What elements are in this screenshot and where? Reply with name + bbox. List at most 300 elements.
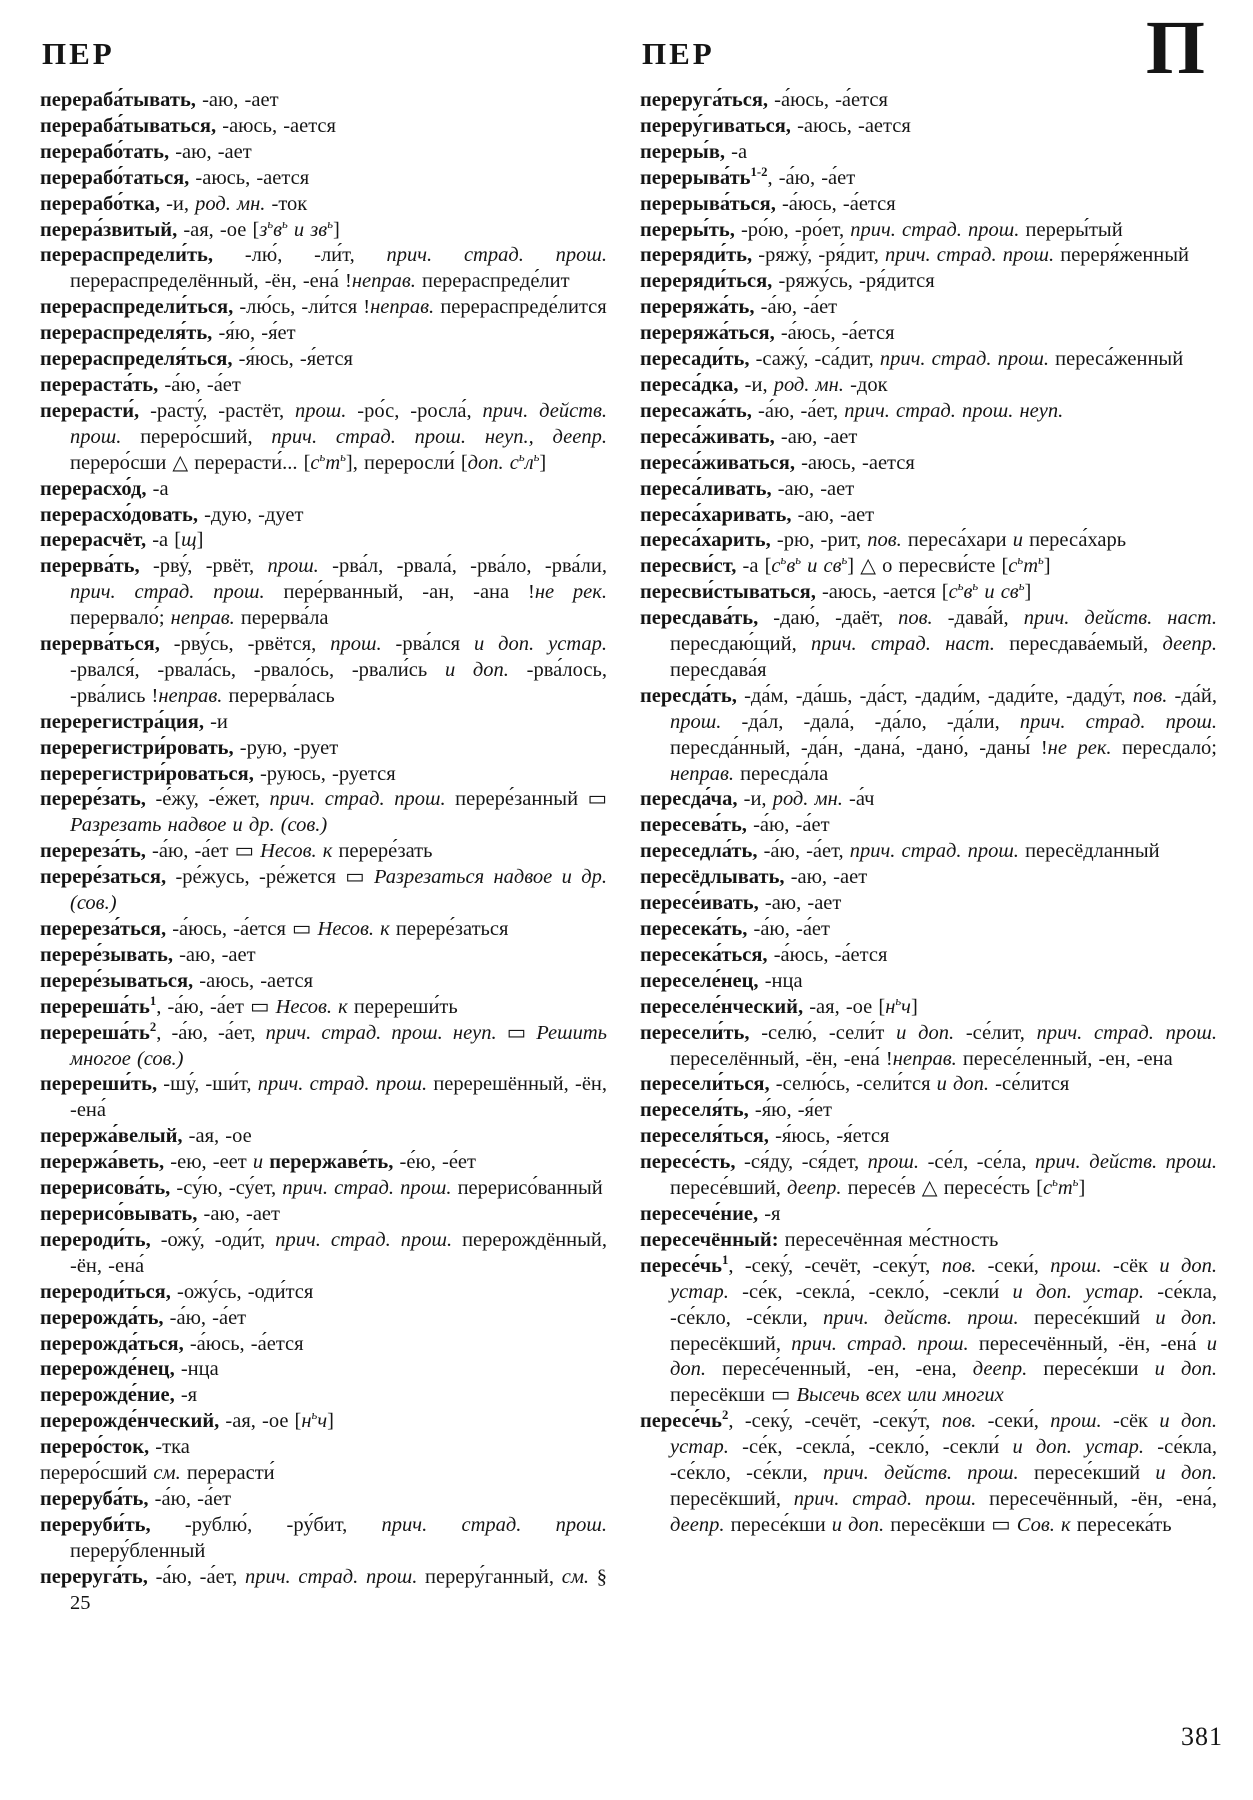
dictionary-entry — [640, 1124, 1217, 1150]
headword: перероди́ться, — [40, 1280, 171, 1303]
headword: перере́заться, — [40, 866, 167, 889]
entry-text: ь — [841, 553, 848, 568]
entry-text: -рву́сь, -рвётся, — [159, 633, 331, 656]
dictionary-entry — [640, 528, 1217, 554]
entry-text: пересе́кши — [724, 1513, 832, 1536]
entry-text: н — [885, 995, 896, 1018]
entry-text: неправ. — [158, 684, 223, 707]
entry-text: и доп. — [936, 1073, 990, 1096]
entry-text: род. мн. — [773, 373, 844, 396]
entry-text: -ток — [265, 192, 308, 215]
entry-text: -аю, -ает — [172, 943, 256, 966]
headword: перераспредели́ться, — [40, 296, 234, 319]
headword: пересажа́ть, — [640, 399, 752, 422]
entry-text: ь — [518, 449, 525, 464]
dictionary-entry — [40, 787, 607, 839]
headword: переса́живать, — [640, 425, 775, 448]
entry-text: -а́ч — [842, 788, 875, 811]
entry-text: -селю́сь, -сели́тся — [769, 1073, 937, 1096]
entry-text: и св — [801, 555, 842, 578]
entry-text: -даю́, -даёт, — [758, 607, 899, 630]
dictionary-entry — [40, 1306, 607, 1332]
headword: перереша́ть — [40, 1021, 150, 1044]
entry-text: прич. страд. прош. — [275, 1228, 453, 1251]
entry-text: -ая, -ое [ — [219, 1410, 302, 1433]
headword: перереша́ть — [40, 995, 150, 1018]
section-letter: П — [1145, 6, 1205, 90]
entry-text: ] — [196, 529, 204, 552]
headword: переса́дка, — [640, 373, 739, 396]
entry-text: -я — [174, 1384, 198, 1407]
entry-text: прич. страд. прош. неуп., деепр. — [271, 425, 607, 448]
entry-text: пересе́кши — [1027, 1358, 1155, 1381]
dictionary-entry — [640, 477, 1217, 503]
headword: переро́сток, — [40, 1436, 150, 1459]
entry-text: -рую, -рует — [233, 736, 339, 759]
headword: переруга́ться, — [640, 89, 769, 111]
entry-text: и доп. — [896, 1021, 955, 1044]
entry-text: -су́ю, -су́ет, — [170, 1177, 283, 1200]
entry-text: -ряжу́, -ря́дит, — [752, 244, 885, 267]
dictionary-entry — [640, 554, 1217, 580]
dictionary-entry — [640, 347, 1217, 373]
dictionary-entry — [640, 88, 1217, 114]
entry-text: -рва́лся — [381, 633, 474, 656]
headword: перереза́ть, — [40, 840, 146, 863]
entry-text: -ая, -ое [ — [177, 218, 260, 241]
page-number: 381 — [1181, 1722, 1223, 1751]
headword: переселе́нец, — [640, 969, 759, 992]
entry-text: -и, — [738, 373, 774, 396]
entry-text: § 25 — [70, 1565, 608, 1614]
entry-text: Несов. к — [275, 995, 348, 1018]
entry-text: -и, — [159, 192, 196, 215]
entry-text: прич. страд. прош. — [70, 581, 265, 604]
entry-text: -и, — [737, 788, 773, 811]
entry-text: Сов. к — [1016, 1513, 1071, 1536]
entry-text: Разрезать надвое и др. (сов.) — [70, 814, 328, 837]
dictionary-entry — [640, 1072, 1217, 1098]
headword: перерожде́нец, — [40, 1358, 175, 1381]
entry-text: и — [252, 1151, 264, 1174]
dictionary-entry — [640, 114, 1217, 140]
dictionary-entry — [640, 321, 1217, 347]
dictionary-entry — [640, 1150, 1217, 1202]
entry-text: Решить многое (сов.) — [70, 1021, 607, 1070]
entry-text: пересе́вший, — [670, 1177, 788, 1200]
dictionary-entry — [640, 1254, 1217, 1409]
entry-text: -нца — [174, 1358, 219, 1381]
headword: пересе́сть, — [640, 1151, 736, 1174]
entry-text: пересе́кший — [1018, 1462, 1156, 1485]
entry-text: прич. страд. прош. — [793, 1487, 977, 1510]
entry-text: пересечённый, -ён, -ена́, — [976, 1487, 1217, 1510]
entry-text: прич. страд. прош. — [257, 1073, 428, 1096]
entry-text: 1-2 — [750, 164, 768, 179]
entry-text: прич. страд. прош. — [244, 1565, 418, 1588]
entry-text: прош. — [670, 710, 722, 733]
entry-text: -ряжу́сь, -ря́дится — [772, 270, 935, 293]
entry-text: -аю, -ает — [771, 477, 855, 500]
headword: перержаве́ть, — [269, 1151, 394, 1174]
entry-text: ь — [1038, 553, 1044, 568]
entry-text: -а́юсь, -а́ется — [767, 943, 888, 966]
headword: перерегистри́роваться, — [40, 762, 254, 785]
entry-text: и доп. — [1155, 1306, 1217, 1329]
headword: перерегистри́ровать, — [40, 736, 234, 759]
entry-text: -се́к, -секла́, -секло́, -секли́ — [728, 1436, 1013, 1459]
entry-text: переру́бленный — [70, 1539, 206, 1562]
entry-text: перере́заться — [389, 918, 509, 940]
entry-text: -секи́, — [976, 1254, 1051, 1277]
dictionary-entry — [640, 684, 1217, 788]
entry-text: -и — [203, 710, 228, 733]
entry-text: в — [786, 555, 796, 578]
entry-text: ь — [319, 449, 326, 464]
entry-text: -а́юсь, -а́ется — [768, 89, 888, 111]
entry-text: с — [1042, 1177, 1053, 1200]
entry-text: -да́л, -дала́, -да́ло, -да́ли, — [721, 710, 1020, 733]
entry-text: ч — [901, 995, 911, 1018]
entry-text: -ая, -ое [ — [803, 995, 886, 1018]
entry-text: перерешённый, -ён, -ена́ — [70, 1073, 608, 1122]
entry-text: и доп. устар. — [670, 1410, 1218, 1459]
entry-text: -рвался́, -рвала́сь, -рвало́сь, -рвали́сь — [70, 658, 445, 681]
headword: пересёдлывать, — [640, 866, 785, 889]
dictionary-entry — [640, 425, 1217, 451]
entry-text: -а́юсь, -а́ется — [183, 1332, 304, 1355]
headword: переруба́ть, — [40, 1487, 149, 1510]
entry-text: -се́к, -секла́, -секло́, -секли́ — [728, 1280, 1013, 1303]
headword: переряжа́ть, — [640, 296, 755, 319]
dictionary-entry — [40, 865, 607, 917]
headword: перерыва́ться, — [640, 192, 776, 215]
headword: пересева́ть, — [640, 814, 747, 837]
headword: пересви́ст, — [640, 555, 737, 578]
entry-text: -шу́, -ши́т, — [157, 1073, 258, 1096]
entry-text: и — [1012, 529, 1023, 552]
entry-text: , -секу́, -сечёт, -секу́т, — [728, 1410, 942, 1433]
entry-text: прош. — [1050, 1254, 1102, 1277]
dictionary-entry — [40, 736, 607, 762]
entry-text: -ая, -ое — [182, 1125, 252, 1148]
dictionary-entry — [40, 1565, 607, 1617]
entry-text: и доп. — [1154, 1358, 1217, 1381]
entry-text: -а́ю, -а́ет — [158, 373, 241, 396]
entry-text: -а — [146, 477, 169, 500]
entry-text: и доп. устар. — [670, 1254, 1218, 1303]
entry-text: перераспределённый, -ён, -ена́ ! — [70, 270, 352, 293]
entry-text: перерасти́ — [180, 1462, 275, 1485]
entry-text: -лю́, -ли́т, — [213, 244, 387, 267]
headword: перераба́тывать, — [40, 89, 196, 111]
entry-text: ь — [327, 216, 333, 231]
dictionary-entry — [640, 787, 1217, 813]
entry-text: ь — [795, 553, 801, 568]
entry-text: с — [1008, 555, 1018, 578]
entry-text: -ею, -еет — [164, 1151, 253, 1174]
entry-text: переро́сши △ перерасти́... [ — [70, 451, 311, 474]
entry-text: -аю, -ает — [758, 892, 842, 915]
entry-text: Несов. к — [260, 840, 333, 863]
entry-text: прич. страд. прош. — [879, 348, 1049, 371]
headword: переса́живаться, — [640, 451, 795, 474]
entry-text: деепр. — [1162, 633, 1217, 656]
dictionary-entry — [40, 373, 607, 399]
headword: перераба́тываться, — [40, 114, 217, 137]
entry-text: -а́ю, -а́ет — [163, 1306, 247, 1329]
dictionary-entry — [640, 295, 1217, 321]
dictionary-entry — [640, 1021, 1217, 1073]
entry-text: -сёк — [1101, 1410, 1160, 1433]
entry-text: -а [ — [146, 529, 182, 552]
dictionary-entry — [40, 762, 607, 788]
headword: пересечённый: — [640, 1228, 779, 1251]
entry-text: прич. страд. прош. — [381, 1513, 607, 1536]
entry-text: -нца — [758, 969, 803, 992]
dictionary-entry — [640, 1098, 1217, 1124]
entry-text: ь — [282, 216, 288, 231]
headword: перераспредели́ть, — [40, 244, 214, 267]
dictionary-entry — [40, 192, 607, 218]
entry-text: прич. действ. прош. — [823, 1462, 1019, 1485]
entry-text: ь — [340, 449, 346, 464]
entry-text: переру́ганный, — [417, 1565, 562, 1588]
entry-text: переса́женный — [1049, 348, 1184, 371]
headword: переседла́ть, — [640, 840, 758, 863]
entry-text: -я́юсь, -я́ется — [232, 348, 353, 371]
entry-text: -а — [725, 140, 748, 163]
entry-text: переса́харь — [1022, 529, 1127, 552]
headword: перерасхо́довать, — [40, 503, 198, 526]
headword: перерва́ться, — [40, 633, 160, 656]
entry-text: , -а́ю, -а́ет, — [156, 1021, 266, 1044]
entry-text: т — [1057, 1177, 1073, 1200]
entry-text: пересда́ла — [734, 762, 829, 785]
dictionary-entry — [40, 1487, 607, 1513]
entry-text: з — [259, 218, 268, 241]
entry-text: -дава́й, — [932, 607, 1024, 630]
entry-text: -док — [843, 373, 888, 396]
dictionary-entry — [40, 528, 607, 554]
entry-text: пересе́ченный, -ен, -ена, — [706, 1358, 973, 1381]
entry-text: и доп. — [831, 1513, 885, 1536]
entry-text: переря́женный — [1054, 244, 1190, 267]
headword: перероди́ть, — [40, 1228, 151, 1251]
entry-text: пересе́кший — [1018, 1306, 1156, 1329]
entry-text: -се́лит, — [954, 1021, 1037, 1044]
dictionary-entry — [40, 1228, 607, 1280]
entry-text: перере́занный ▭ — [445, 788, 607, 811]
headword: перерабо́таться, — [40, 166, 190, 189]
dictionary-entry — [640, 451, 1217, 477]
entry-text: -ре́жусь, -ре́жется ▭ — [166, 866, 375, 889]
headword: пересели́ться, — [640, 1073, 770, 1096]
entry-text: пересека́ть — [1070, 1513, 1172, 1536]
headword: перереши́ть, — [40, 1073, 158, 1096]
entry-text: -аюсь, -ается — [189, 166, 310, 189]
headword: перере́зать, — [40, 788, 146, 811]
entry-text: в — [273, 218, 282, 241]
entry-text: 2 — [722, 1408, 729, 1423]
entry-text: перере́зать — [332, 840, 433, 863]
dictionary-entry — [640, 1409, 1217, 1539]
entry-text: -а́ю, -а́ет, — [147, 1565, 245, 1588]
headword: перерожда́ть, — [40, 1306, 164, 1329]
headword: перерва́ть, — [40, 555, 140, 578]
entry-text: прич. страд. прош. неуп. — [265, 1021, 497, 1044]
entry-text: переро́сший — [40, 1462, 154, 1485]
entry-text: -аю, -ает — [791, 503, 875, 526]
entry-text: переро́сший, — [121, 425, 272, 448]
dictionary-entry — [40, 995, 607, 1021]
entry-text: -расту́, -растёт, — [139, 399, 296, 422]
dictionary-entry — [40, 243, 607, 295]
dictionary-entry — [40, 399, 607, 477]
dictionary-entry — [40, 1409, 607, 1435]
entry-text: перерва́лась — [222, 684, 335, 707]
entry-text: -аю, -ает — [784, 866, 868, 889]
entry-text: 1 — [149, 993, 157, 1008]
headword: перержа́веть, — [40, 1151, 165, 1174]
entry-text: прич. страд. прош. — [849, 840, 1019, 863]
entry-text: -я — [758, 1202, 781, 1225]
entry-text: и доп. устар. — [1012, 1280, 1145, 1303]
entry-text: ] — [910, 995, 918, 1018]
dictionary-entry — [40, 321, 607, 347]
headword: переру́гиваться, — [640, 114, 791, 137]
entry-text: пересдаю́щий, — [670, 633, 812, 656]
entry-text: -аюсь, -ается [ — [815, 581, 949, 604]
entry-text: ] — [1024, 581, 1032, 604]
entry-text: и доп. устар. — [1012, 1436, 1145, 1459]
entry-text — [1154, 1022, 1166, 1044]
entry-text: и св — [978, 581, 1019, 604]
headword: переса́харить, — [640, 529, 771, 552]
running-head-right-column: ПЕР — [642, 36, 715, 71]
dictionary-entry — [40, 503, 607, 529]
dictionary-entry — [40, 347, 607, 373]
entry-text: род. мн. — [195, 192, 266, 215]
dictionary-entry — [640, 1202, 1217, 1228]
entry-text: прич. страд. — [1036, 1021, 1154, 1044]
entry-text: Несов. к — [317, 918, 390, 940]
headword: перерисо́вывать, — [40, 1202, 198, 1225]
headword: перерожде́нческий, — [40, 1410, 220, 1433]
dictionary-entry — [640, 373, 1217, 399]
entry-text: прич. действ. прош. — [823, 1306, 1019, 1329]
entry-text: 1 — [722, 1252, 729, 1267]
dictionary-entry — [40, 839, 607, 865]
entry-text: -се́л, -се́ла, — [919, 1151, 1036, 1174]
entry-text: пов. — [867, 529, 902, 552]
entry-text: в — [963, 581, 973, 604]
entry-text: -а́ю, -а́ет, — [751, 399, 845, 422]
entry-text: -а́ю, -а́ет — [746, 814, 830, 837]
dictionary-entry — [40, 554, 607, 632]
entry-text: с — [310, 451, 320, 474]
entry-text: -ро́с, -росла́, — [346, 399, 483, 422]
headword: переруга́ть, — [40, 1565, 148, 1588]
entry-text: пере́рванный, -ан, -ана ! — [264, 581, 535, 604]
entry-text: -аю, -ает — [774, 425, 858, 448]
dictionary-entry — [640, 606, 1217, 684]
entry-text: -аюсь, -ается — [790, 114, 911, 137]
entry-text: , -а́ю, -а́ет ▭ — [156, 995, 276, 1018]
headword: пересели́ть, — [640, 1021, 750, 1044]
entry-text: -тка — [149, 1436, 190, 1459]
entry-text: -а́юсь, -а́ется ▭ — [166, 918, 318, 940]
entry-text: -сёк — [1101, 1254, 1160, 1277]
entry-text: ь — [780, 553, 787, 568]
entry-text: -аю, -ает — [197, 1202, 280, 1225]
entry-text: неправ. — [670, 762, 735, 785]
entry-text: переса́хари — [901, 529, 1013, 552]
dictionary-entry — [640, 865, 1217, 891]
entry-text: -рву́, -рвёт, — [139, 555, 268, 578]
entry-text: пересда́нный, -да́н, -дана́, -дано́, -даны́ ! — [670, 736, 1048, 759]
entry-text: ь — [972, 579, 979, 594]
dictionary-entry — [640, 995, 1217, 1021]
entry-text: т — [325, 451, 341, 474]
entry-text: -а́ю, -а́ет — [747, 918, 830, 940]
entry-text: -аюсь, -ается — [193, 969, 313, 992]
entry-text: с — [771, 555, 781, 578]
headword: переселя́ться, — [640, 1125, 769, 1148]
entry-text: 2 — [149, 1019, 157, 1034]
entry-text: пересе́ленный, -ен, -ена — [956, 1047, 1173, 1070]
entry-text: ] — [332, 218, 340, 241]
dictionary-entry — [40, 1124, 607, 1150]
headword: переряди́ть, — [640, 244, 753, 267]
entry-text: -аю, -ает — [169, 140, 252, 163]
entry-text: Разрезаться надвое и др. (сов.) — [70, 866, 607, 915]
dictionary-entry — [640, 166, 1217, 192]
entry-text: прош. — [867, 1151, 920, 1174]
entry-text: Высечь всех или многих — [796, 1384, 1004, 1407]
entry-text: перерва́ла — [234, 607, 329, 630]
headword: перерабо́тка, — [40, 192, 160, 215]
entry-text: см. — [561, 1565, 590, 1588]
dictionary-entry — [40, 1357, 607, 1383]
entry-text: пов. — [941, 1410, 977, 1433]
dictionary-entry — [40, 943, 607, 969]
entry-text: -се́кла, -се́кло, -се́кли, — [670, 1436, 1217, 1485]
dictionary-entry — [40, 1383, 607, 1409]
entry-text: прич. страд. прош. — [282, 1177, 452, 1200]
entry-text: -секи́, — [976, 1410, 1051, 1433]
headword: пересе́ивать, — [640, 892, 759, 915]
headword: перераспределя́ть, — [40, 322, 213, 345]
entry-text: -а́ю, -а́ет — [754, 296, 838, 319]
headword: перерасхо́д, — [40, 477, 147, 500]
entry-text: перервало́; — [70, 607, 171, 630]
headword: перерабо́тать, — [40, 140, 170, 163]
entry-text: перерисо́ванный — [451, 1177, 603, 1200]
entry-text: , -а́ю, -а́ет — [767, 166, 856, 189]
entry-text: л — [524, 451, 534, 474]
entry-text: т — [1023, 555, 1038, 578]
entry-text: -рю, -рит, — [770, 529, 868, 552]
entry-text: деепр. — [972, 1358, 1028, 1381]
headword: пересе́чь — [640, 1410, 722, 1433]
entry-text: -селю́, -сели́т — [749, 1021, 897, 1044]
entry-text: -аюсь, -ается — [794, 451, 915, 474]
dictionary-entry — [40, 140, 607, 166]
headword: пересдава́ть, — [640, 607, 759, 630]
dictionary-entry — [640, 192, 1217, 218]
entry-text: деепр. — [787, 1177, 842, 1200]
